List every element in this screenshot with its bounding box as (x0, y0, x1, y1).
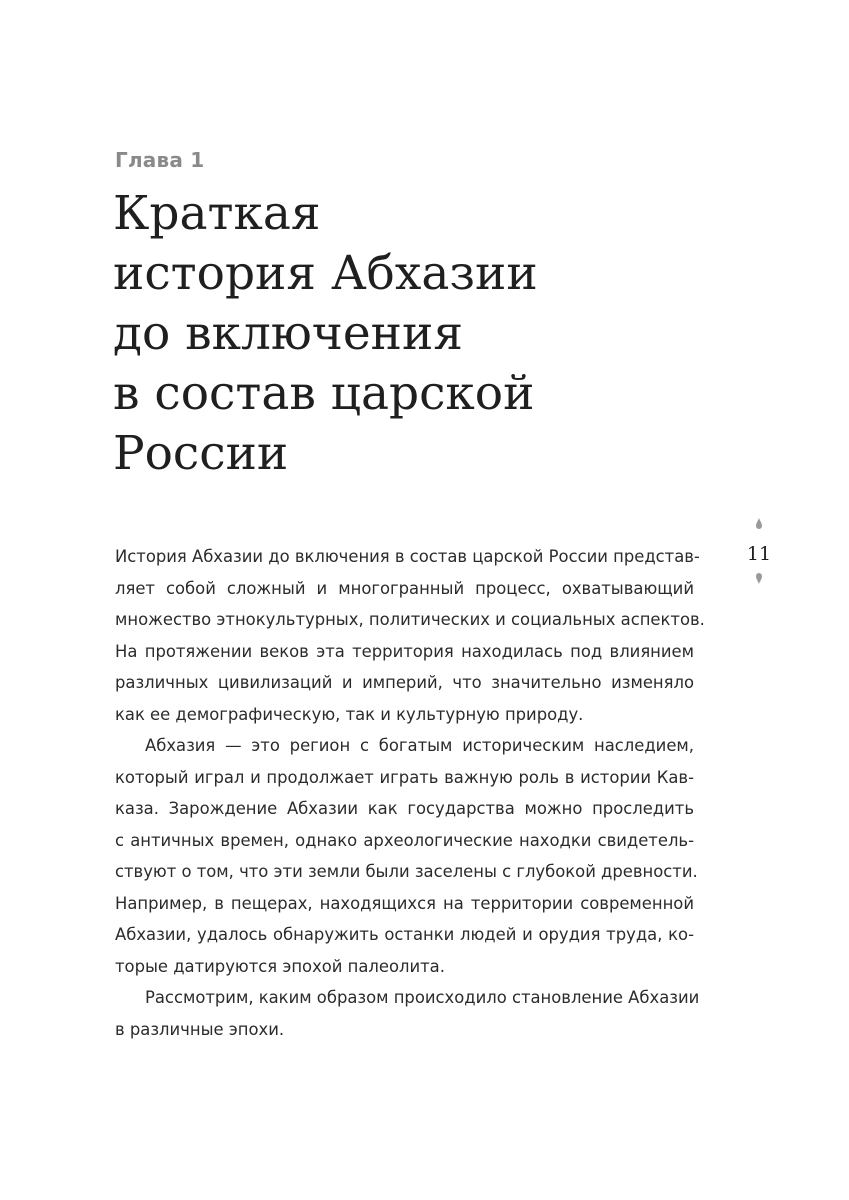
paragraph-line: в различные эпохи. (115, 1019, 285, 1039)
paragraph-line: различных цивилизаций и империй, что значительно изменяло (115, 673, 694, 692)
chapter-title-line: история Абхазии (113, 246, 538, 301)
paragraph-line: как ее демографическую, так и культурную природу. (115, 704, 584, 724)
page-number: 11 (746, 543, 772, 565)
paragraph-line: ляет собой сложный и многогранный процесс, охватывающий (115, 578, 694, 598)
chapter-title-line: Краткая (113, 186, 321, 241)
paragraph-line: Рассмотрим, каким образом происходило становление Абхазии (145, 988, 700, 1007)
chapter-title-line: до включения (113, 306, 463, 361)
paragraph-line: торые датируются эпохой палеолита. (115, 956, 445, 976)
drop-ornament-icon (755, 518, 763, 530)
chapter-title-line: России (113, 426, 289, 481)
paragraph-line: ствуют о том, что эти земли были заселены с глубокой древности. (115, 862, 698, 881)
paragraph-line: который играл и продолжает играть важную роль в истории Кав- (115, 767, 694, 787)
paragraph-line: множество этнокультурных, политических и социальных аспектов. (115, 610, 705, 629)
paragraph-line: На протяжении веков эта территория находилась под влиянием (115, 641, 694, 661)
chapter-label: Глава 1 (115, 148, 205, 172)
chapter-title (113, 184, 673, 484)
paragraph-line: История Абхазии до включения в состав царской России представ- (115, 547, 700, 566)
paragraph-line: каза. Зарождение Абхазии как государства можно проследить (115, 799, 694, 818)
page-number-marker (740, 516, 778, 588)
paragraph-line: Например, в пещерах, находящихся на территории современной (115, 893, 694, 913)
body-text (115, 541, 705, 1045)
paragraph-line: Абхазия — это регион с богатым историческим наследием, (145, 736, 694, 755)
paragraph-line: Абхазии, удалось обнаружить останки людей и орудия труда, ко- (115, 925, 694, 944)
paragraph-line: с античных времен, однако археологические находки свидетель- (115, 830, 694, 850)
drop-ornament-icon (755, 572, 763, 584)
chapter-title-line: в состав царской (113, 366, 535, 421)
